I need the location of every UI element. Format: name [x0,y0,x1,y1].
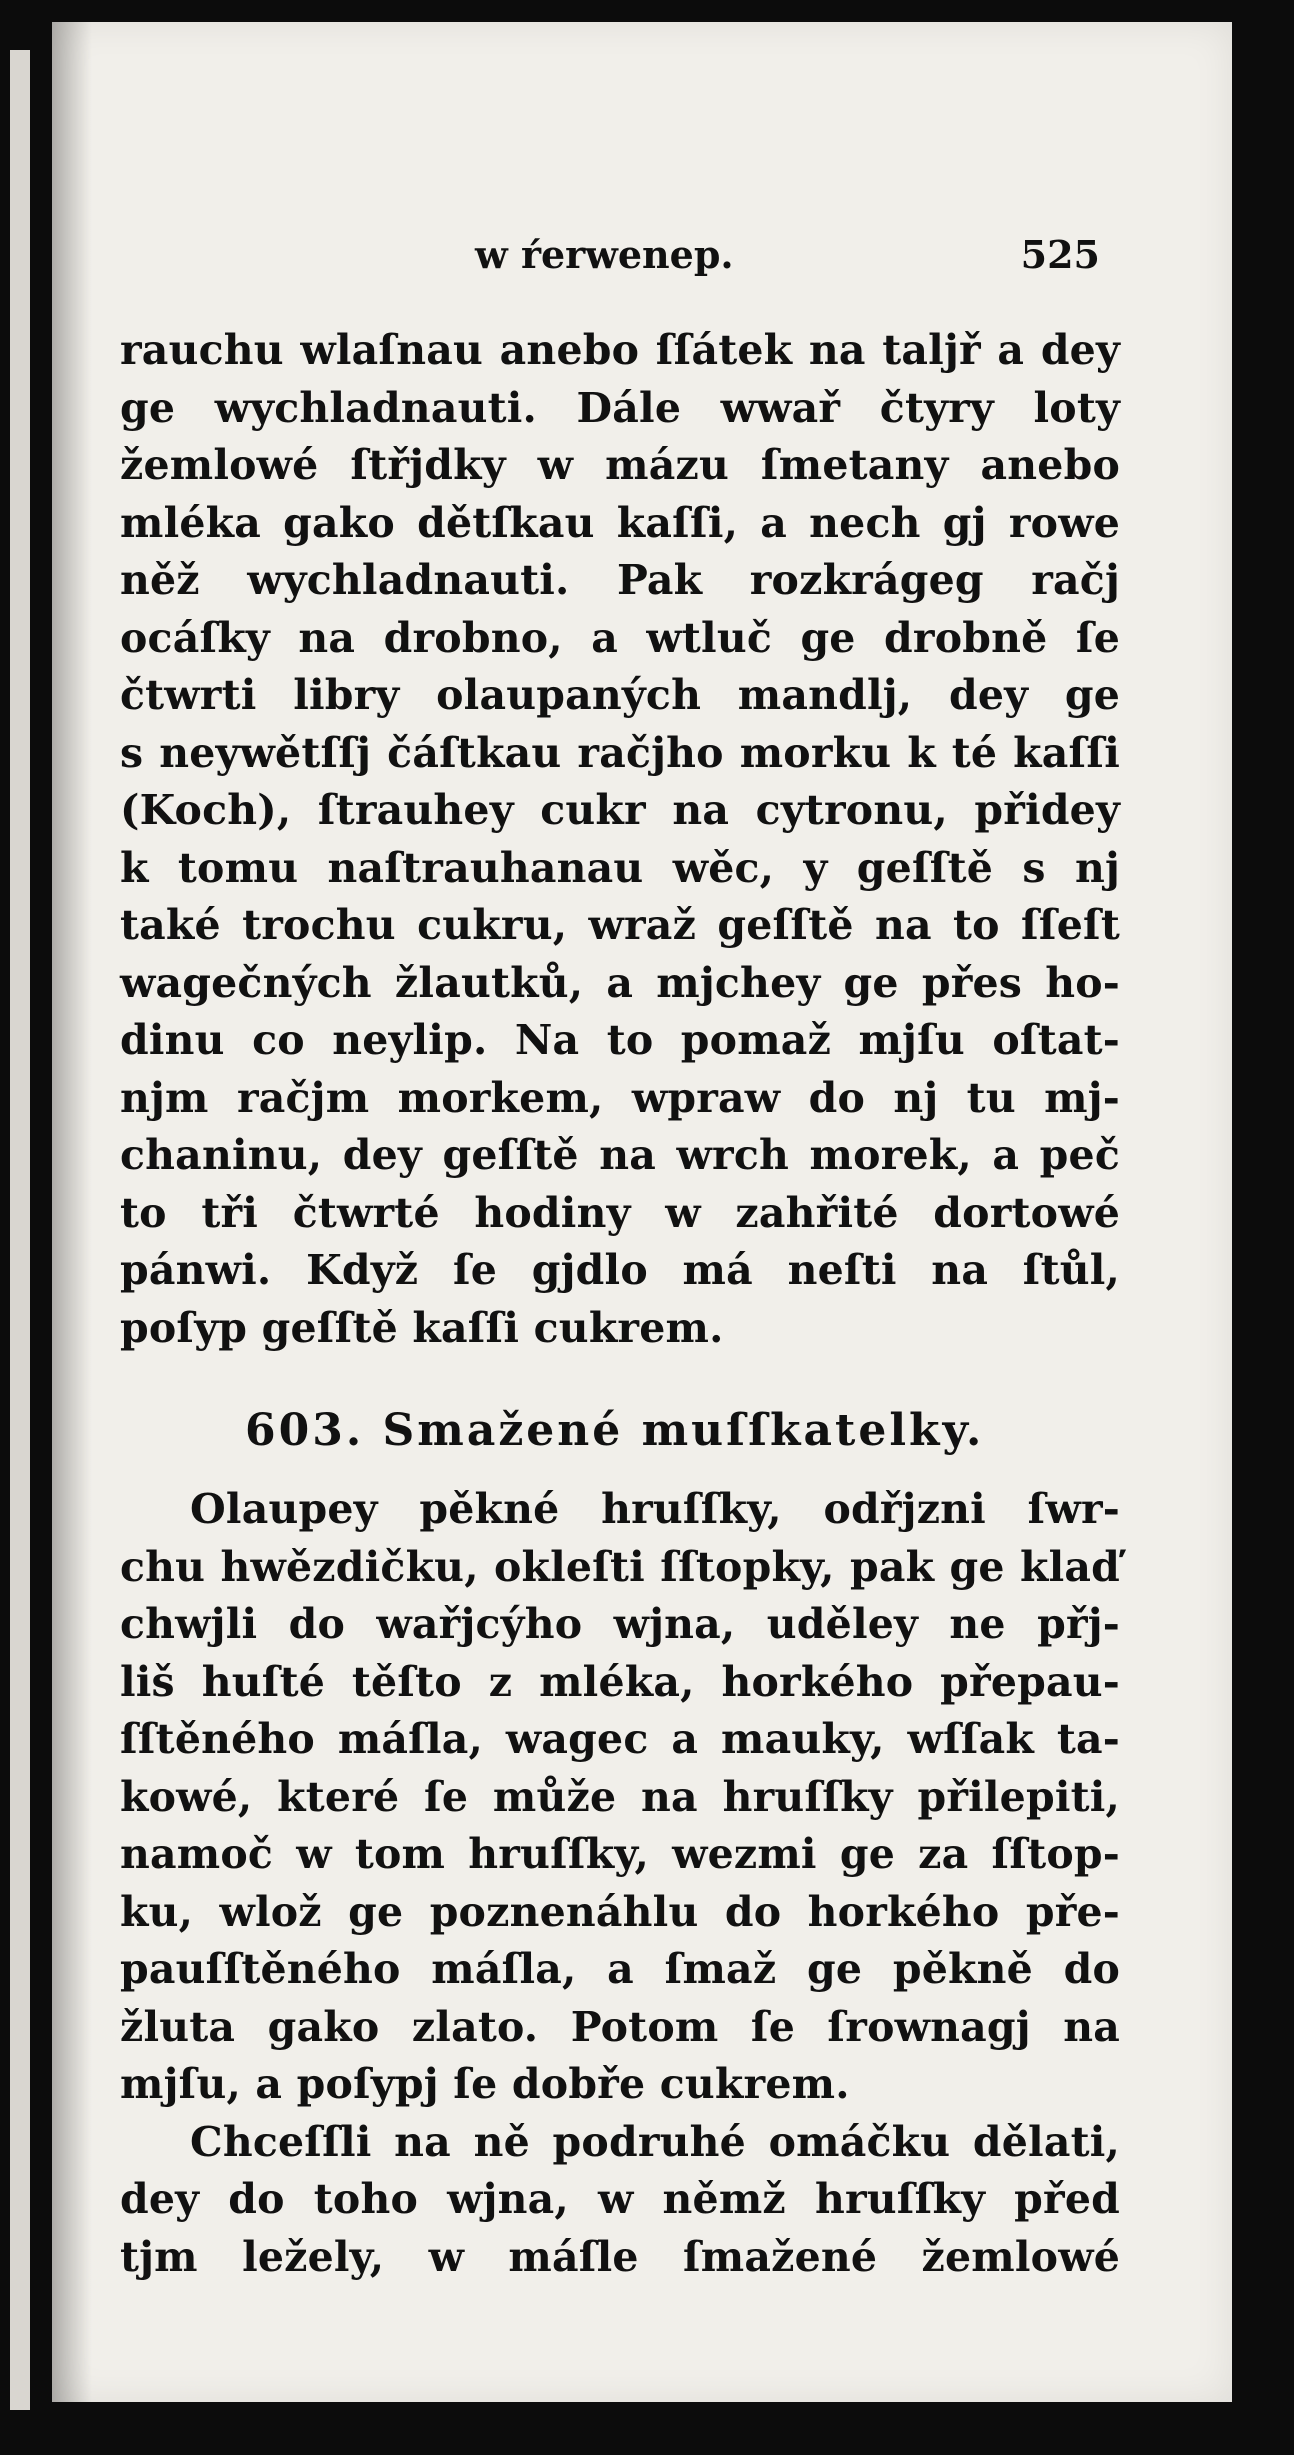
text-line: mléka gako dětſkau kaſſi, a nech gj rowe [120,498,1120,547]
text-line: s neywětſſj čáſtkau račjho morku k té kaſſi [120,728,1120,777]
text-line: něž wychladnauti. Pak rozkrágeg račj [120,556,1120,604]
text-line: Chceſſli na ně podruhé omáčku dělati, [190,2117,1120,2166]
text-line: poſyp geſſtě kaſſi cukrem. [120,1303,724,1352]
recipe-heading: 603. Smažené muſſkatelky. [245,1405,985,1456]
text-line: tjm ležely, w máſle ſmažené žemlowé [120,2232,1120,2281]
binding-shadow [52,22,92,2402]
text-line: ku, wlož ge poznenáhlu do horkého pře- [120,1887,1120,1936]
text-line: chwjli do wařjcýho wjna, uděley ne přj- [120,1600,1120,1648]
text-line: k tomu naſtrauhanau wěc, y geſſtě s nj [120,843,1120,892]
text-line: ſſtěného máſla, wagec a mauky, wſſak ta- [120,1715,1120,1763]
text-line: žemlowé ſtřjdky w mázu ſmetany anebo [120,441,1120,489]
text-line: wagečných žlautků, a mjchey ge přes ho- [120,958,1120,1007]
running-title: w ŕerwenep. [475,232,734,277]
text-line: kowé, které ſe může na hruſſky přilepiti, [120,1772,1120,1821]
text-line: ocáſky na drobno, a wtluč ge drobně ſe [120,613,1120,662]
text-line: chu hwězdičku, okleſti ſſtopky, pak ge klaď [120,1542,1120,1591]
text-line: také trochu cukru, wraž geſſtě na to ſſeſt [120,901,1120,949]
text-line: čtwrti libry olaupaných mandlj, dey ge [120,671,1120,719]
text-line: liš huſté těſto z mléka, horkého přepau- [120,1657,1120,1706]
previous-page-edge [10,50,30,2410]
text-line: (Koch), ſtrauhey cukr na cytronu, přidey [120,786,1120,834]
paragraph-3 [120,2114,1120,2287]
text-line: pánwi. Když ſe gjdlo má neſti na ſtůl, [120,1246,1120,1294]
page-number: 525 [1020,232,1100,277]
text-line: žluta gako zlato. Potom ſe ſrownagj na [120,2002,1120,2051]
text-line: dey do toho wjna, w němž hruſſky před [120,2175,1120,2223]
text-line: rauchu wlaſnau anebo ſſátek na taljř a dey [120,326,1120,374]
text-block [120,232,1120,2286]
text-line: pauſſtěného máſla, a ſmaž ge pěkně do [120,1945,1120,1993]
text-line: Olaupey pěkné hruſſky, odřjzni ſwr- [190,1485,1120,1533]
text-line: to tři čtwrté hodiny w zahřité dortowé [120,1188,1120,1237]
paragraph-1 [120,322,1120,1357]
text-line: chaninu, dey geſſtě na wrch morek, a peč [120,1131,1120,1179]
text-line: njm račjm morkem, wpraw do nj tu mj- [120,1073,1120,1122]
text-line: dinu co neylip. Na to pomaž mjſu oſtat- [120,1016,1120,1064]
text-line: ge wychladnauti. Dále wwař čtyry loty [120,383,1120,432]
text-line: namoč w tom hruſſky, wezmi ge za ſſtop- [120,1830,1120,1878]
running-head [120,232,1120,292]
paragraph-2 [120,1481,1120,2114]
text-line: mjſu, a poſypj ſe dobře cukrem. [120,2060,850,2108]
